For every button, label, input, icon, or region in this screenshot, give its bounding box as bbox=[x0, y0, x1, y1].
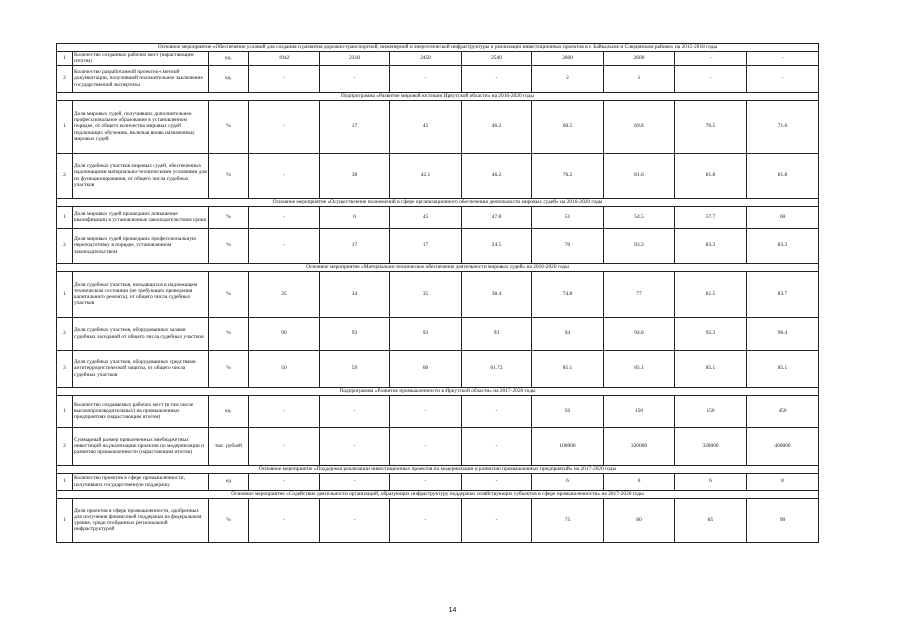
value-cell: 93 bbox=[320, 317, 390, 350]
value-cell: 74.8 bbox=[532, 271, 604, 317]
unit-cell: тыс. рублей bbox=[209, 427, 249, 465]
unit-cell: % bbox=[209, 498, 249, 542]
value-cell: 47.8 bbox=[462, 206, 532, 228]
value-cell: - bbox=[390, 427, 462, 465]
row-number: 1 bbox=[57, 52, 73, 66]
row-number: 1 bbox=[57, 498, 73, 542]
value-cell: - bbox=[390, 395, 462, 427]
table-row bbox=[57, 153, 819, 198]
value-cell: - bbox=[747, 65, 819, 92]
unit-cell: % bbox=[209, 100, 249, 153]
value-cell: - bbox=[320, 65, 390, 92]
value-cell: 51 bbox=[532, 206, 604, 228]
value-cell: 60.5 bbox=[532, 100, 604, 153]
value-cell: 71.6 bbox=[747, 100, 819, 153]
table-body bbox=[57, 44, 819, 543]
value-cell: 38.4 bbox=[462, 271, 532, 317]
indicator-name: Доля судебных участков, оборудованных средствами антитеррористической защиты, от общего числа судебных участков bbox=[73, 350, 209, 387]
value-cell: 50 bbox=[532, 395, 604, 427]
value-cell: 2540 bbox=[462, 52, 532, 66]
section-title: Основное мероприятие «Содействие деятельности организаций, образующих инфраструктуру поддержки хозяйствующих субъектов в сфере промышленности» на 2017-2020 годы bbox=[57, 490, 819, 498]
value-cell: 81.8 bbox=[675, 153, 747, 198]
value-cell: 8 bbox=[747, 473, 819, 490]
unit-cell: % bbox=[209, 271, 249, 317]
value-cell: 54.5 bbox=[604, 206, 675, 228]
section-title: Основное мероприятие «Материально-техническое обеспечение деятельности мировых судей» на 2016-2020 годы bbox=[57, 263, 819, 271]
value-cell: 57.7 bbox=[675, 206, 747, 228]
indicator-name: Доля мировых судей прошедших профессиональную переподготовку в порядке, установленном законодательством bbox=[73, 228, 209, 263]
value-cell: 320000 bbox=[675, 427, 747, 465]
value-cell: 70.5 bbox=[675, 100, 747, 153]
value-cell: 85.1 bbox=[532, 350, 604, 387]
indicator-name: Количество проектов в сфере промышленности, получивших государственную поддержку bbox=[73, 473, 209, 490]
value-cell: 94 bbox=[532, 317, 604, 350]
value-cell: 69.8 bbox=[604, 100, 675, 153]
table-row bbox=[57, 317, 819, 350]
value-cell: 400000 bbox=[747, 427, 819, 465]
section-title: Подпрограмма «Развитие мировой юстиции Иркутской области» на 2016-2020 годы bbox=[57, 92, 819, 100]
table-row bbox=[57, 350, 819, 387]
section-header-row bbox=[57, 490, 819, 498]
value-cell: - bbox=[320, 427, 390, 465]
unit-cell: ед. bbox=[209, 65, 249, 92]
value-cell: 17 bbox=[320, 100, 390, 153]
value-cell: 76.2 bbox=[532, 153, 604, 198]
table-row bbox=[57, 427, 819, 465]
value-cell: 81.5 bbox=[675, 271, 747, 317]
row-number: 3 bbox=[57, 350, 73, 387]
value-cell: 45 bbox=[390, 100, 462, 153]
value-cell: 81.6 bbox=[604, 153, 675, 198]
section-title: Основное мероприятие «Поддержка реализации инвестиционных проектов по модернизации и развитию промышленных предприятий» на 2017-2020 годы bbox=[57, 465, 819, 473]
value-cell: - bbox=[249, 206, 320, 228]
value-cell: 35 bbox=[390, 271, 462, 317]
table-row bbox=[57, 228, 819, 263]
value-cell: 93 bbox=[462, 317, 532, 350]
value-cell: - bbox=[462, 395, 532, 427]
value-cell: 320000 bbox=[604, 427, 675, 465]
value-cell: 61.72 bbox=[462, 350, 532, 387]
unit-cell: % bbox=[209, 350, 249, 387]
value-cell: 93 bbox=[390, 317, 462, 350]
value-cell: - bbox=[462, 427, 532, 465]
value-cell: 17 bbox=[390, 228, 462, 263]
unit-cell: ед. bbox=[209, 395, 249, 427]
value-cell: 2600 bbox=[604, 52, 675, 66]
value-cell: 95.3 bbox=[675, 317, 747, 350]
value-cell: 94.8 bbox=[604, 317, 675, 350]
value-cell: 59 bbox=[320, 350, 390, 387]
value-cell: 90 bbox=[747, 498, 819, 542]
value-cell: 2318 bbox=[320, 52, 390, 66]
table-row bbox=[57, 395, 819, 427]
row-number: 2 bbox=[57, 153, 73, 198]
value-cell: 150 bbox=[604, 395, 675, 427]
value-cell: - bbox=[675, 52, 747, 66]
value-cell: 38 bbox=[320, 153, 390, 198]
table-row bbox=[57, 271, 819, 317]
value-cell: 85.1 bbox=[747, 350, 819, 387]
value-cell: 83.3 bbox=[747, 228, 819, 263]
value-cell: - bbox=[462, 498, 532, 542]
row-number: 1 bbox=[57, 473, 73, 490]
value-cell: 45 bbox=[390, 206, 462, 228]
value-cell: 35 bbox=[249, 271, 320, 317]
indicator-name: Доля судебных участков, находящихся в надлежащем техническом состоянии (не требующих проведения капитального ремонта), от общего числа судебных участков bbox=[73, 271, 209, 317]
indicator-name: Доля проектов в сфере промышленности, одобренных для получения финансовой поддержки на федеральном уровне, среди отобранных региональной инфраструктурой bbox=[73, 498, 209, 542]
row-number: 2 bbox=[57, 228, 73, 263]
value-cell: - bbox=[249, 473, 320, 490]
value-cell: - bbox=[390, 473, 462, 490]
value-cell: - bbox=[675, 65, 747, 92]
row-number: 2 bbox=[57, 317, 73, 350]
value-cell: 96.4 bbox=[747, 317, 819, 350]
value-cell: 42.1 bbox=[390, 153, 462, 198]
value-cell: - bbox=[747, 52, 819, 66]
section-header-row bbox=[57, 198, 819, 206]
value-cell: 17 bbox=[320, 228, 390, 263]
value-cell: - bbox=[249, 228, 320, 263]
unit-cell: % bbox=[209, 228, 249, 263]
unit-cell: ед. bbox=[209, 52, 249, 66]
page-number: 14 bbox=[448, 607, 457, 614]
value-cell: 77 bbox=[604, 271, 675, 317]
value-cell: - bbox=[249, 153, 320, 198]
value-cell: 83.3 bbox=[604, 228, 675, 263]
table-row bbox=[57, 473, 819, 490]
section-title: Основное мероприятие «Обеспечение условий для создания и развития дорожно-транспортной, инженерной и энергетической инфраструктуры и реализации инвестиционных проектов в г. Байкальске и Слюдянском районе» на 2015-2018 годы bbox=[57, 44, 819, 52]
value-cell: 60 bbox=[747, 206, 819, 228]
table-row bbox=[57, 498, 819, 542]
value-cell: - bbox=[320, 395, 390, 427]
value-cell: 2 bbox=[532, 65, 604, 92]
value-cell: 46.2 bbox=[462, 100, 532, 153]
table-row bbox=[57, 100, 819, 153]
table-row bbox=[57, 206, 819, 228]
value-cell: 50 bbox=[249, 350, 320, 387]
row-number: 1 bbox=[57, 206, 73, 228]
row-number: 2 bbox=[57, 427, 73, 465]
value-cell: 90 bbox=[249, 317, 320, 350]
value-cell: 2450 bbox=[390, 52, 462, 66]
row-number: 2 bbox=[57, 65, 73, 92]
indicator-name: Доля мировых судей прошедших повышение квалификации в установленные законодательством сроки bbox=[73, 206, 209, 228]
section-title: Основное мероприятие «Осуществление полномочий в сфере организационного обеспечения деятельности мировых судей» на 2016-2020 годы bbox=[57, 198, 819, 206]
unit-cell: % bbox=[209, 206, 249, 228]
value-cell: - bbox=[249, 100, 320, 153]
value-cell: 46.2 bbox=[462, 153, 532, 198]
value-cell: 2600 bbox=[532, 52, 604, 66]
indicator-name: Доля судебных участков мировых судей, обеспеченных надлежащими материально-техническими условиями для их функционирования, от общего числа судебных участков bbox=[73, 153, 209, 198]
indicator-name: Количество создаваемых рабочих мест (в том числе высокопроизводительных) на промышленных предприятиях (нарастающим итогом) bbox=[73, 395, 209, 427]
indicator-name: Суммарный размер привлеченных внебюджетных инвестиций на реализацию проектов по модернизации и развитию промышленности (нарастающим итогом) bbox=[73, 427, 209, 465]
value-cell: 24.5 bbox=[462, 228, 532, 263]
section-header-row bbox=[57, 44, 819, 52]
section-header-row bbox=[57, 263, 819, 271]
value-cell: 83.7 bbox=[747, 271, 819, 317]
section-title: Подпрограмма «Развитие промышленности в Иркутской области» на 2017-2020 годы bbox=[57, 387, 819, 395]
value-cell: - bbox=[320, 473, 390, 490]
value-cell: - bbox=[249, 395, 320, 427]
unit-cell: % bbox=[209, 317, 249, 350]
table-row bbox=[57, 52, 819, 66]
value-cell: 1942 bbox=[249, 52, 320, 66]
unit-cell: ед bbox=[209, 473, 249, 490]
value-cell: 34 bbox=[320, 271, 390, 317]
indicators-table bbox=[56, 43, 819, 543]
value-cell: 0 bbox=[320, 206, 390, 228]
value-cell: - bbox=[390, 498, 462, 542]
value-cell: - bbox=[462, 473, 532, 490]
value-cell: - bbox=[249, 498, 320, 542]
row-number: 1 bbox=[57, 271, 73, 317]
value-cell: 80 bbox=[604, 498, 675, 542]
table-row bbox=[57, 65, 819, 92]
value-cell: - bbox=[462, 65, 532, 92]
value-cell: - bbox=[249, 427, 320, 465]
value-cell: 70 bbox=[532, 228, 604, 263]
value-cell: 1 bbox=[604, 65, 675, 92]
indicator-name: Количество созданных рабочих мест (нарастающим итогом) bbox=[73, 52, 209, 66]
value-cell: 85.1 bbox=[675, 350, 747, 387]
value-cell: - bbox=[390, 65, 462, 92]
value-cell: 450 bbox=[747, 395, 819, 427]
indicator-name: Доля судебных участков, оборудованных залами судебных заседаний от общего числа судебных участков bbox=[73, 317, 209, 350]
section-header-row bbox=[57, 92, 819, 100]
value-cell: 75 bbox=[532, 498, 604, 542]
value-cell: 6 bbox=[532, 473, 604, 490]
indicator-name: Количество разработанной проектно-сметной документации, получившей положительное заключение государственной экспертизы bbox=[73, 65, 209, 92]
value-cell: 150 bbox=[675, 395, 747, 427]
value-cell: 60 bbox=[390, 350, 462, 387]
value-cell: 81.8 bbox=[747, 153, 819, 198]
value-cell: 85.1 bbox=[604, 350, 675, 387]
value-cell: 6 bbox=[675, 473, 747, 490]
value-cell: 100000 bbox=[532, 427, 604, 465]
value-cell: 85 bbox=[675, 498, 747, 542]
row-number: 1 bbox=[57, 100, 73, 153]
section-header-row bbox=[57, 465, 819, 473]
value-cell: - bbox=[249, 65, 320, 92]
unit-cell: % bbox=[209, 153, 249, 198]
value-cell: 6 bbox=[604, 473, 675, 490]
value-cell: - bbox=[320, 498, 390, 542]
section-header-row bbox=[57, 387, 819, 395]
row-number: 1 bbox=[57, 395, 73, 427]
value-cell: 83.3 bbox=[675, 228, 747, 263]
indicator-name: Доля мировых судей, получивших дополнительное профессиональное образование в установленном порядке, от общего количества мировых судей подлежащих обучению, включая вновь назначенных мировых судей bbox=[73, 100, 209, 153]
